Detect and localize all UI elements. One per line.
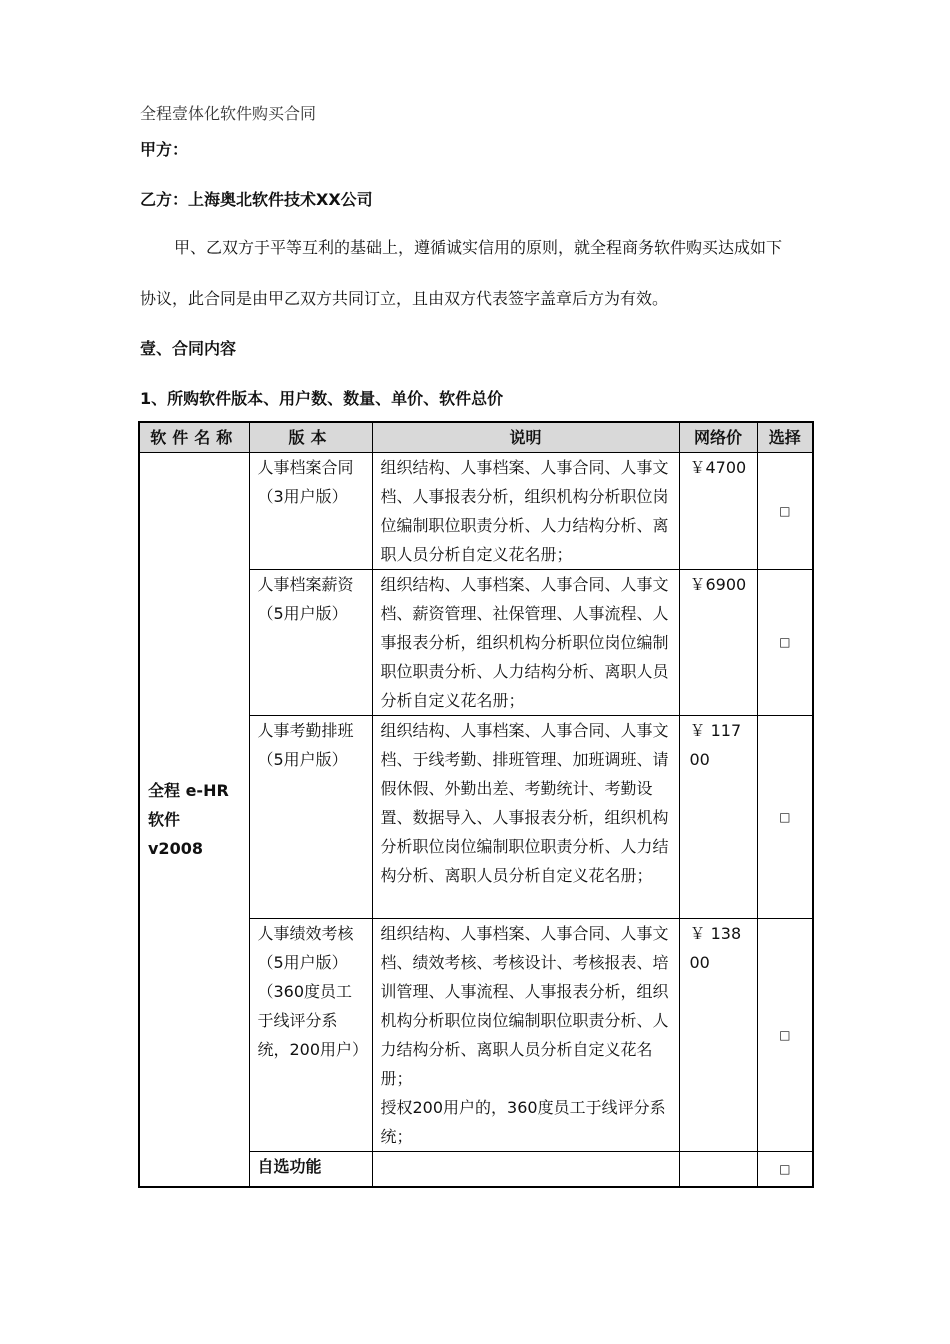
- header-select: 选择: [757, 422, 813, 453]
- optional-features-cell: 自选功能: [249, 1152, 372, 1188]
- select-checkbox[interactable]: □: [757, 453, 813, 570]
- description-cell: 组织结构、人事档案、人事合同、人事文档、人事报表分析，组织机构分析职位岗位编制职位职责分析、人力结构分析、离职人员分析自定义花名册；: [372, 453, 679, 570]
- select-checkbox[interactable]: □: [757, 570, 813, 716]
- select-checkbox[interactable]: □: [757, 919, 813, 1152]
- table-row: [139, 453, 813, 570]
- price-cell: ￥ 11700: [679, 716, 757, 919]
- description-cell: 组织结构、人事档案、人事合同、人事文档、薪资管理、社保管理、人事流程、人事报表分析，组织机构分析职位岗位编制职位职责分析、人力结构分析、离职人员分析自定义花名册；: [372, 570, 679, 716]
- description-extra-text: 授权200用户的，360度员工于线评分系统；: [380, 1098, 666, 1146]
- table-header-row: [139, 422, 813, 453]
- product-name-cell: 全程 e-HR 软件 v2008: [139, 453, 249, 1188]
- version-cell: 人事档案合同（3用户版）: [249, 453, 372, 570]
- party-b-label: 乙方：上海奥北软件技术XX公司: [140, 190, 373, 209]
- description-cell: 组织结构、人事档案、人事合同、人事文档、于线考勤、排班管理、加班调班、请假休假、外勤出差、考勤统计、考勤设置、数据导入、人事报表分析，组织机构分析职位岗位编制职位职责分析、人力结构分析、离职人员分析自定义花名册；: [372, 716, 679, 919]
- price-cell: ￥4700: [679, 453, 757, 570]
- description-cell: [372, 919, 679, 1152]
- description-cell: [372, 1152, 679, 1188]
- price-cell: ￥6900: [679, 570, 757, 716]
- header-description: 说明: [372, 422, 679, 453]
- subsection-title: 1、所购软件版本、用户数、数量、单价、软件总价: [140, 389, 504, 408]
- select-checkbox[interactable]: □: [757, 1152, 813, 1188]
- description-text: 组织结构、人事档案、人事合同、人事文档、绩效考核、考核设计、考核报表、培训管理、人事流程、人事报表分析，组织机构分析职位岗位编制职位职责分析、人力结构分析、离职人员分析自定义花名册；: [380, 924, 669, 1088]
- price-cell: [679, 1152, 757, 1188]
- party-a-label: 甲方：: [140, 140, 189, 159]
- version-cell: 人事考勤排班（5用户版）: [249, 716, 372, 919]
- header-software-name: 软件名称: [139, 422, 249, 453]
- price-cell: ￥ 13800: [679, 919, 757, 1152]
- document-title: 全程壹体化软件购买合同: [140, 104, 317, 123]
- section-title: 壹、合同内容: [140, 339, 237, 358]
- header-price: 网络价: [679, 422, 757, 453]
- version-cell: 人事档案薪资（5用户版）: [249, 570, 372, 716]
- intro-paragraph-line-2: 协议，此合同是由甲乙双方共同订立，且由双方代表签字盖章后方为有效。: [140, 289, 669, 308]
- intro-paragraph-line-1: 甲、乙双方于平等互利的基础上，遵循诚实信用的原则，就全程商务软件购买达成如下: [174, 238, 783, 257]
- header-version: 版本: [249, 422, 372, 453]
- select-checkbox[interactable]: □: [757, 716, 813, 919]
- software-price-table: [138, 421, 814, 1188]
- version-cell: 人事绩效考核（5用户版）（360度员工于线评分系统，200用户）: [249, 919, 372, 1152]
